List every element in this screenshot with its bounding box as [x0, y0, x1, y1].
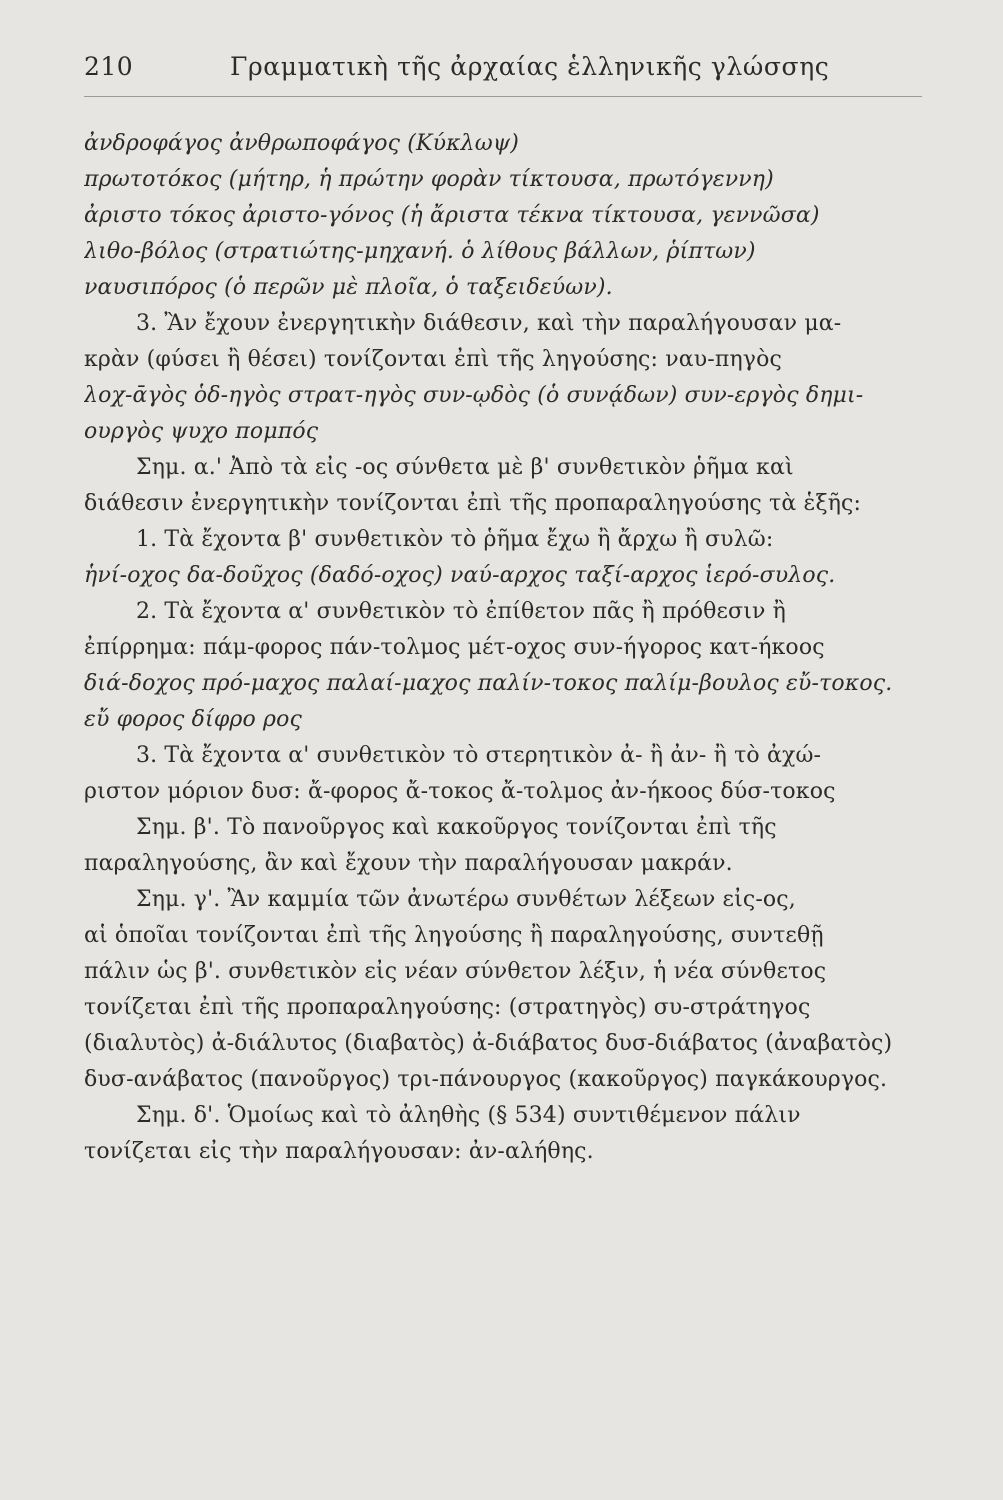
text-line: 3. Ἂν ἔχουν ἐνεργητικὴν διάθεσιν, καὶ τὴν παραλήγουσαν μα- — [136, 311, 842, 336]
text-line: παραληγούσης, ἂν καὶ ἔχουν τὴν παραλήγουσαν μακράν. — [84, 851, 733, 876]
page-header — [84, 52, 924, 92]
text-line: εὔ φορος δίφρο ρος — [84, 707, 302, 732]
page-number: 210 — [84, 52, 134, 81]
text-line: λιθο-βόλος (στρατιώτης-μηχανή. ὁ λίθους βάλλων, ῥίπτων) — [84, 239, 756, 264]
text-line: ναυσιπόρος (ὁ περῶν μὲ πλοῖα, ὁ ταξειδεύων). — [84, 275, 613, 300]
note-line: Σημ. δ'. Ὁμοίως καὶ τὸ ἀληθὴς (§ 534) συντιθέμενον πάλιν — [136, 1103, 801, 1128]
note-line: Σημ. γ'. Ἂν καμμία τῶν ἀνωτέρω συνθέτων λέξεων εἰς-ος, — [136, 887, 796, 912]
note-line: Σημ. α.' Ἀπὸ τὰ εἰς -ος σύνθετα μὲ β' συνθετικὸν ῥῆμα καὶ — [136, 455, 794, 480]
text-line: ἀνδροφάγος ἀνθρωποφάγος (Κύκλωψ) — [84, 131, 519, 156]
text-line: διά-δοχος πρό-μαχος παλαί-μαχος παλίν-τοκος παλίμ-βουλος εὔ-τοκος. — [84, 671, 893, 696]
text-line: ἐπίρρημα: πάμ-φορος πάν-τολμος μέτ-οχος συν-ήγορος κατ-ήκοος — [84, 635, 825, 660]
text-line: ἡνί-οχος δα-δοῦχος (δαδό-οχος) ναύ-αρχος ταξί-αρχος ἱερό-συλος. — [84, 563, 836, 588]
text-line: δυσ-ανάβατος (πανοῦργος) τρι-πάνουργος (κακοῦργος) παγκάκουργος. — [84, 1067, 888, 1092]
text-line: κρὰν (φύσει ἢ θέσει) τονίζονται ἐπὶ τῆς ληγούσης: ναυ-πηγὸς — [84, 347, 782, 372]
text-line: τονίζεται εἰς τὴν παραλήγουσαν: ἀν-αλήθης. — [84, 1139, 594, 1164]
text-line: διάθεσιν ἐνεργητικὴν τονίζονται ἐπὶ τῆς προπαραληγούσης τὰ ἑξῆς: — [84, 491, 862, 516]
text-line: αἱ ὁποῖαι τονίζονται ἐπὶ τῆς ληγούσης ἢ παραληγούσης, συντεθῇ — [84, 923, 824, 948]
text-line: πάλιν ὡς β'. συνθετικὸν εἰς νέαν σύνθετον λέξιν, ἡ νέα σύνθετος — [84, 959, 827, 984]
text-line: ριστον μόριον δυσ: ἄ-φορος ἄ-τοκος ἄ-τολμος ἀν-ήκοος δύσ-τοκος — [84, 779, 836, 804]
text-line: 2. Τὰ ἔχοντα α' συνθετικὸν τὸ ἐπίθετον πᾶς ἢ πρόθεσιν ἢ — [136, 599, 786, 624]
text-line: λοχ-ᾱγὸς ὁδ-ηγὸς στρατ-ηγὸς συν-ῳδὸς (ὁ συνᾴδων) συν-εργὸς δημι- — [84, 383, 864, 408]
header-rule — [84, 96, 922, 97]
running-title: Γραμματικὴ τῆς ἀρχαίας ἑλληνικῆς γλώσσης — [230, 52, 830, 81]
text-line: ουργὸς ψυχο πομπός — [84, 419, 319, 444]
text-line: (διαλυτὸς) ἀ-διάλυτος (διαβατὸς) ἀ-διάβατος δυσ-διάβατος (ἀναβατὸς) — [84, 1031, 893, 1056]
text-line: ἀριστο τόκος ἀριστο-γόνος (ἡ ἄριστα τέκνα τίκτουσα, γεννῶσα) — [84, 203, 820, 228]
text-line: τονίζεται ἐπὶ τῆς προπαραληγούσης: (στρατηγὸς) συ-στράτηγος — [84, 995, 811, 1020]
page-body — [84, 126, 922, 1170]
note-line: Σημ. β'. Τὸ πανοῦργος καὶ κακοῦργος τονίζονται ἐπὶ τῆς — [136, 815, 777, 840]
text-line: 3. Τὰ ἔχοντα α' συνθετικὸν τὸ στερητικὸν ἀ- ἢ ἀν- ἢ τὸ ἀχώ- — [136, 743, 822, 768]
text-line: 1. Τὰ ἔχοντα β' συνθετικὸν τὸ ῥῆμα ἔχω ἢ ἄρχω ἢ συλῶ: — [136, 527, 774, 552]
text-line: πρωτοτόκος (μήτηρ, ἡ πρώτην φορὰν τίκτουσα, πρωτόγεννη) — [84, 167, 774, 192]
